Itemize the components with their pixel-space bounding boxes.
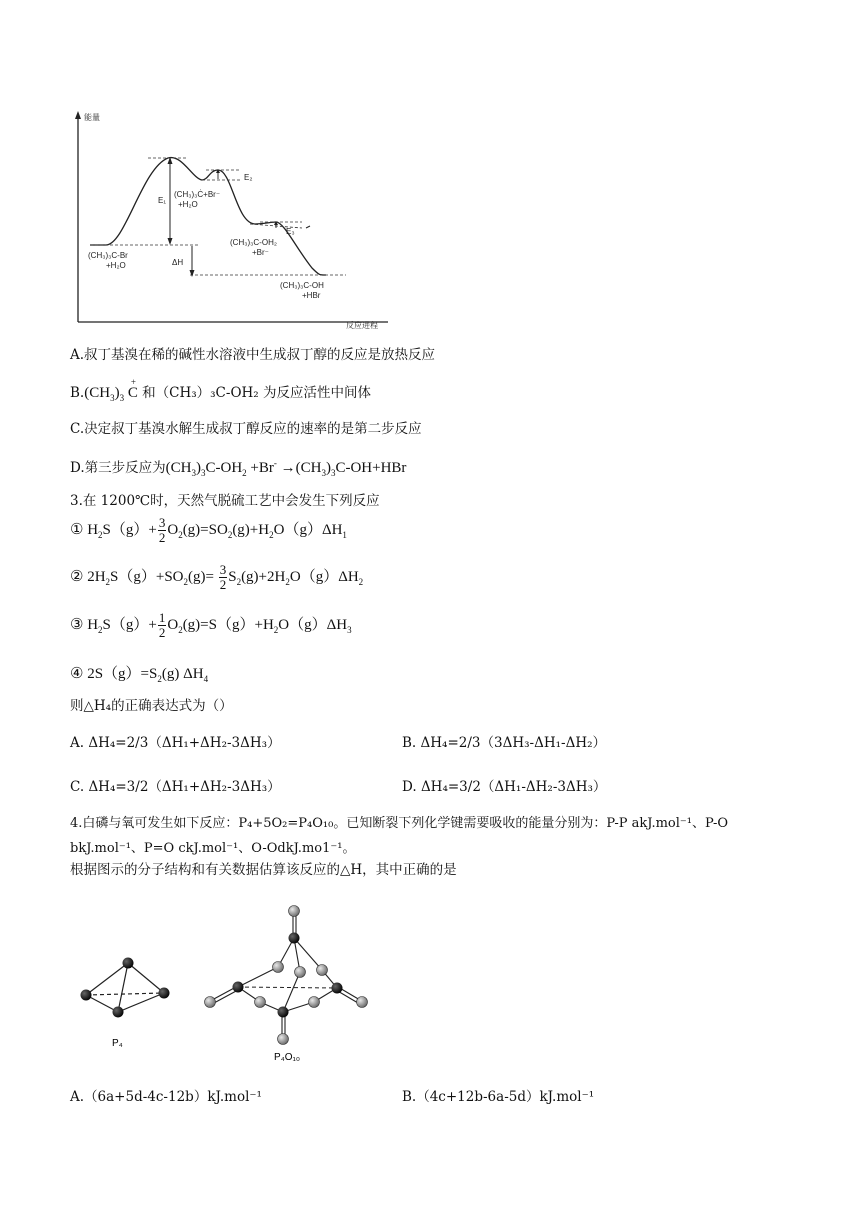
state-reactant-2: +H₂O [106,261,126,270]
q2-option-b-text: 和（CH₃）₃C-OH₂ 为反应活性中间体 [142,385,371,401]
q2-option-b [70,377,371,407]
state-intermediate1-1: (CH₃)₃Ċ+Br⁻ [174,190,221,199]
q4-line-2: bkJ.mol⁻¹、P=O ckJ.mol⁻¹、O-OdkJ.mo1⁻¹。 [70,841,356,856]
q2-option-d: D.第三步反应为$(CH_3)_3C-OH_2 +Br^- \to(CH_3)_3C-OH+HBr$ [70,458,407,478]
q2-option-b-carbocation: $(CH_3)_3$ C + [84,377,138,403]
q3-option-d: D. ΔH₄=3/2（ΔH₁-ΔH₂-3ΔH₃） [402,779,607,795]
q2-option-d-prefix: D.第三步反应为 [70,460,166,476]
q3-reaction-3: ③ $H_2S(g)+$ $\frac{1}{2}$ $O_2(g)=S(g)+H_2O(g)\Delta H_3$ [70,610,352,640]
q3-stem: 3.在 1200℃时，天然气脱硫工艺中会发生下列反应 [70,493,380,509]
p4o10-label: P₄O₁₀ [274,1052,301,1063]
q4-option-a: A.（6a+5d-4c-12b）kJ.mol⁻¹ [70,1089,262,1105]
state-product-2: +HBr [302,291,321,300]
e1-label: E₁ [158,196,167,205]
q4-line-3: 根据图示的分子结构和有关数据估算该反应的△H，其中正确的是 [70,862,457,878]
q2-option-a: A.叔丁基溴在稀的碱性水溶液中生成叔丁醇的反应是放热反应 [70,347,436,363]
p4-molecule [81,958,170,1018]
e3-label: E₃ [286,227,295,236]
y-axis-label: 能量 [84,113,100,122]
q4-line-1: 4.白磷与氧可发生如下反应：P₄+5O₂=P₄O₁₀。已知断裂下列化学键需要吸收的能量分别为：P-P akJ.mol⁻¹、P-O [70,816,729,831]
state-intermediate2-1: (CH₃)₃C-OH₂ [230,238,277,247]
x-axis-label: 反应进程 [346,321,378,330]
q4-option-b: B.（4c+12b-6a-5d）kJ.mol⁻¹ [402,1089,595,1105]
molecule-structures-figure [70,896,400,1068]
q2-option-c: C.决定叔丁基溴水解生成叔丁醇反应的速率的是第二步反应 [70,421,422,437]
state-product-1: (CH₃)₃C-OH [280,281,324,290]
q2-option-b-prefix: B. [70,385,85,401]
q3-reaction-2: ② $2H_2S(g)+SO_2(g)=$ $\frac{3}{2}$ $S_2(g)+2H_2O(g)\Delta H_2$ [70,562,364,592]
state-intermediate2-2: +Br⁻ [252,248,269,257]
q3-reaction-4: ④ $2S(g)=S_2(g)$ $\Delta H_4$ [70,666,209,684]
q3-reaction-1: ① $H_2S(g)+$ $\frac{3}{2}$ $O_2(g)=SO_2(g)+H_2O(g)\Delta H_1$ [70,515,347,545]
q3-option-b: B. ΔH₄=2/3（3ΔH₃-ΔH₁-ΔH₂） [402,735,607,751]
energy-profile-diagram [70,108,400,330]
p4o10-molecule [205,906,368,1045]
e2-label: E₂ [244,173,253,182]
delta-h-label: ΔH [172,258,184,267]
state-reactant-1: (CH₃)₃C-Br [88,251,128,260]
q3-ask: 则△H₄的正确表达式为（） [70,698,233,714]
p4-label: P₄ [112,1038,123,1049]
q3-option-a: A. ΔH₄=2/3（ΔH₁+ΔH₂-3ΔH₃） [70,735,281,751]
state-intermediate1-2: +H₂O [178,200,198,209]
q3-option-c: C. ΔH₄=3/2（ΔH₁+ΔH₂-3ΔH₃） [70,779,281,795]
